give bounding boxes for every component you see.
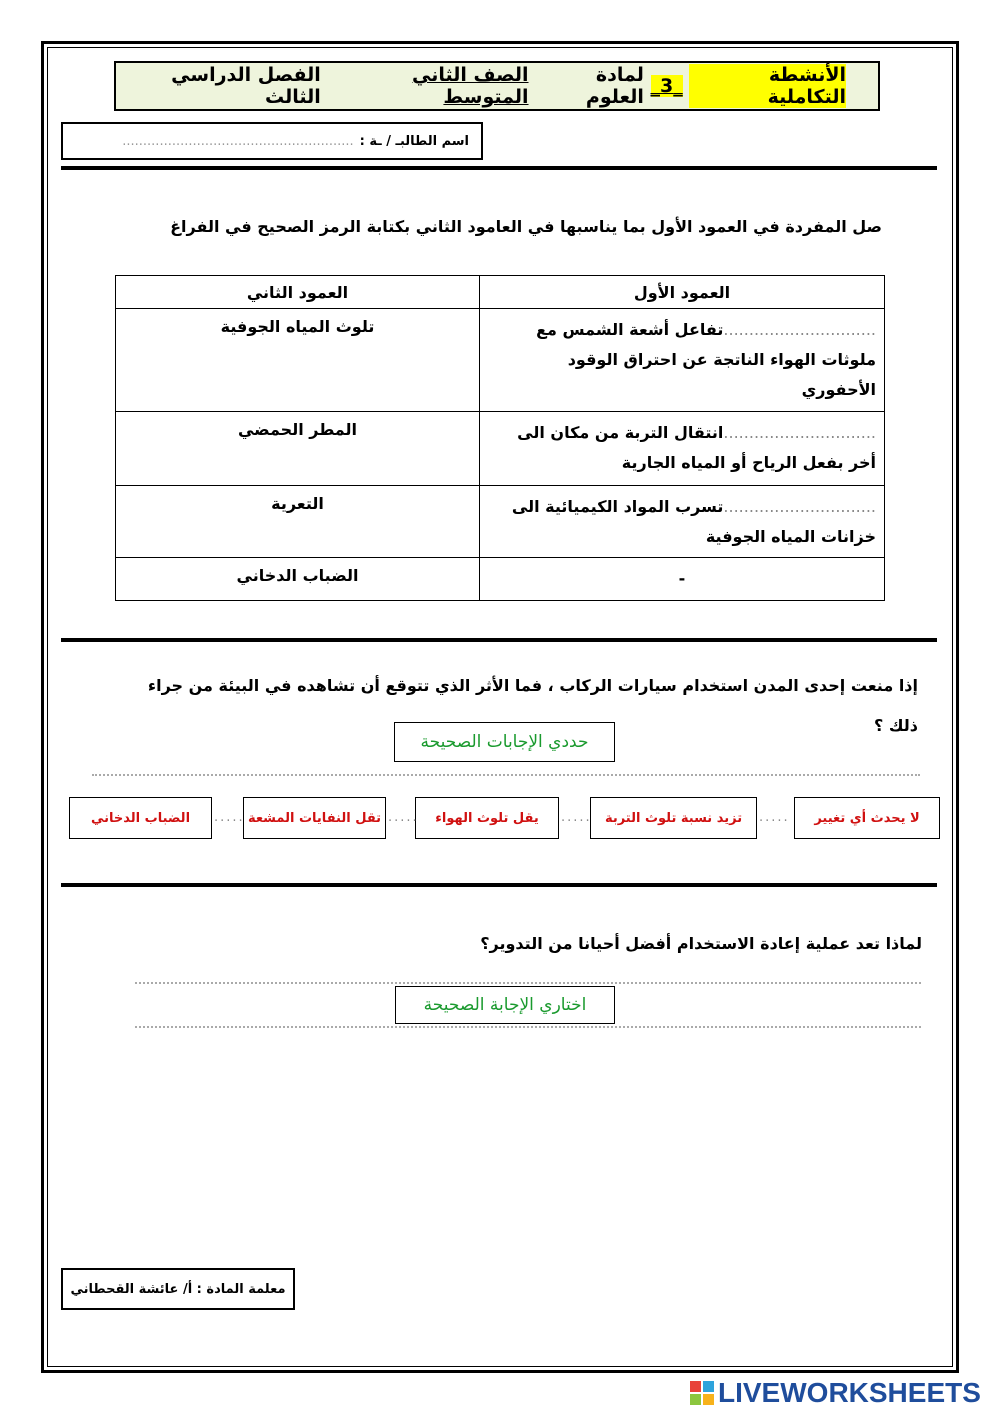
title-semester: الفصل الدراسي الثالث bbox=[171, 64, 321, 108]
student-name-label: اسم الطالبـ / ـة : bbox=[359, 133, 469, 149]
teacher-name: معلمة المادة : أ/ عائشة القحطاني bbox=[61, 1268, 295, 1310]
option-soil-pollution-increase[interactable]: تزيد نسبة تلوث التربة bbox=[590, 797, 757, 839]
worksheet-title bbox=[114, 61, 880, 111]
row1-term: ..............................تفاعل أشعة الشمس مع ملوثات الهواء الناتجة عن احتراق الوقود الأحفوري bbox=[480, 309, 885, 412]
q2-prompt-line2: ذلك ؟ bbox=[874, 716, 918, 735]
student-name-field[interactable] bbox=[61, 122, 483, 160]
q3-prompt: لماذا تعد عملية إعادة الاستخدام أفضل أحيانا من التدوير؟ bbox=[480, 934, 922, 953]
row4-option: الضباب الدخاني bbox=[116, 558, 480, 601]
q2-prompt-line1: إذا منعت إحدى المدن استخدام سيارات الركاب ، فما الأثر الذي تتوقع أن تشاهده في البيئة من جراء bbox=[147, 676, 918, 695]
answer-blank[interactable]: .............................. bbox=[723, 497, 876, 516]
q2-answer-line[interactable] bbox=[92, 774, 920, 776]
option-smog[interactable]: الضباب الدخاني bbox=[69, 797, 212, 839]
q1-prompt: صل المفردة في العمود الأول بما يناسبها في العامود الثاني بكتابة الرمز الصحيح في الفراغ bbox=[170, 217, 882, 236]
q3-answer-line-2[interactable] bbox=[135, 1026, 921, 1028]
row2-term: ..............................انتقال التربة من مكان الى أخر بفعل الرياح أو المياه الجارية bbox=[480, 412, 885, 486]
q2-instruction: حددي الإجابات الصحيحة bbox=[394, 722, 615, 762]
option-separator: ..... bbox=[561, 810, 592, 825]
liveworksheets-logo bbox=[690, 1376, 981, 1410]
title-activities: الأنشطة التكاملية bbox=[689, 64, 846, 108]
option-no-change[interactable]: لا يحدث أي تغيير bbox=[794, 797, 940, 839]
divider-3 bbox=[61, 883, 937, 887]
table-row bbox=[116, 486, 885, 558]
col1-header: العمود الأول bbox=[480, 276, 885, 309]
answer-blank[interactable]: .............................. bbox=[723, 423, 876, 442]
title-subject: لمادة العلوم bbox=[585, 64, 644, 108]
liveworksheets-wordmark: LIVEWORKSHEETS bbox=[718, 1377, 981, 1408]
student-name-placeholder: ........................................................ bbox=[122, 133, 354, 149]
col2-header: العمود الثاني bbox=[116, 276, 480, 309]
row3-term: ..............................تسرب المواد الكيميائية الى خزانات المياه الجوفية bbox=[480, 486, 885, 558]
liveworksheets-icon bbox=[690, 1381, 714, 1405]
row4-term: - bbox=[480, 558, 885, 601]
title-number: _3_ bbox=[650, 75, 683, 97]
divider-1 bbox=[61, 166, 937, 170]
row1-option: تلوث المياه الجوفية bbox=[116, 309, 480, 412]
q3-answer-line-1[interactable] bbox=[135, 982, 921, 984]
table-row bbox=[116, 412, 885, 486]
row2-option: المطر الحمضي bbox=[116, 412, 480, 486]
page-border-inner bbox=[47, 47, 953, 1367]
option-radioactive-waste-decrease[interactable]: تقل النفايات المشعة bbox=[243, 797, 386, 839]
divider-2 bbox=[61, 638, 937, 642]
row3-option: التعرية bbox=[116, 486, 480, 558]
option-separator: ..... bbox=[388, 810, 419, 825]
answer-blank[interactable]: .............................. bbox=[723, 320, 876, 339]
title-grade: الصف الثاني المتوسط bbox=[412, 64, 529, 108]
table-row bbox=[116, 558, 885, 601]
option-separator: ..... bbox=[759, 810, 790, 825]
q3-instruction: اختاري الإجابة الصحيحة bbox=[395, 986, 615, 1024]
option-separator: ..... bbox=[214, 810, 245, 825]
table-row bbox=[116, 309, 885, 412]
option-air-pollution-decrease[interactable]: يقل تلوث الهواء bbox=[415, 797, 559, 839]
matching-table bbox=[115, 275, 885, 601]
